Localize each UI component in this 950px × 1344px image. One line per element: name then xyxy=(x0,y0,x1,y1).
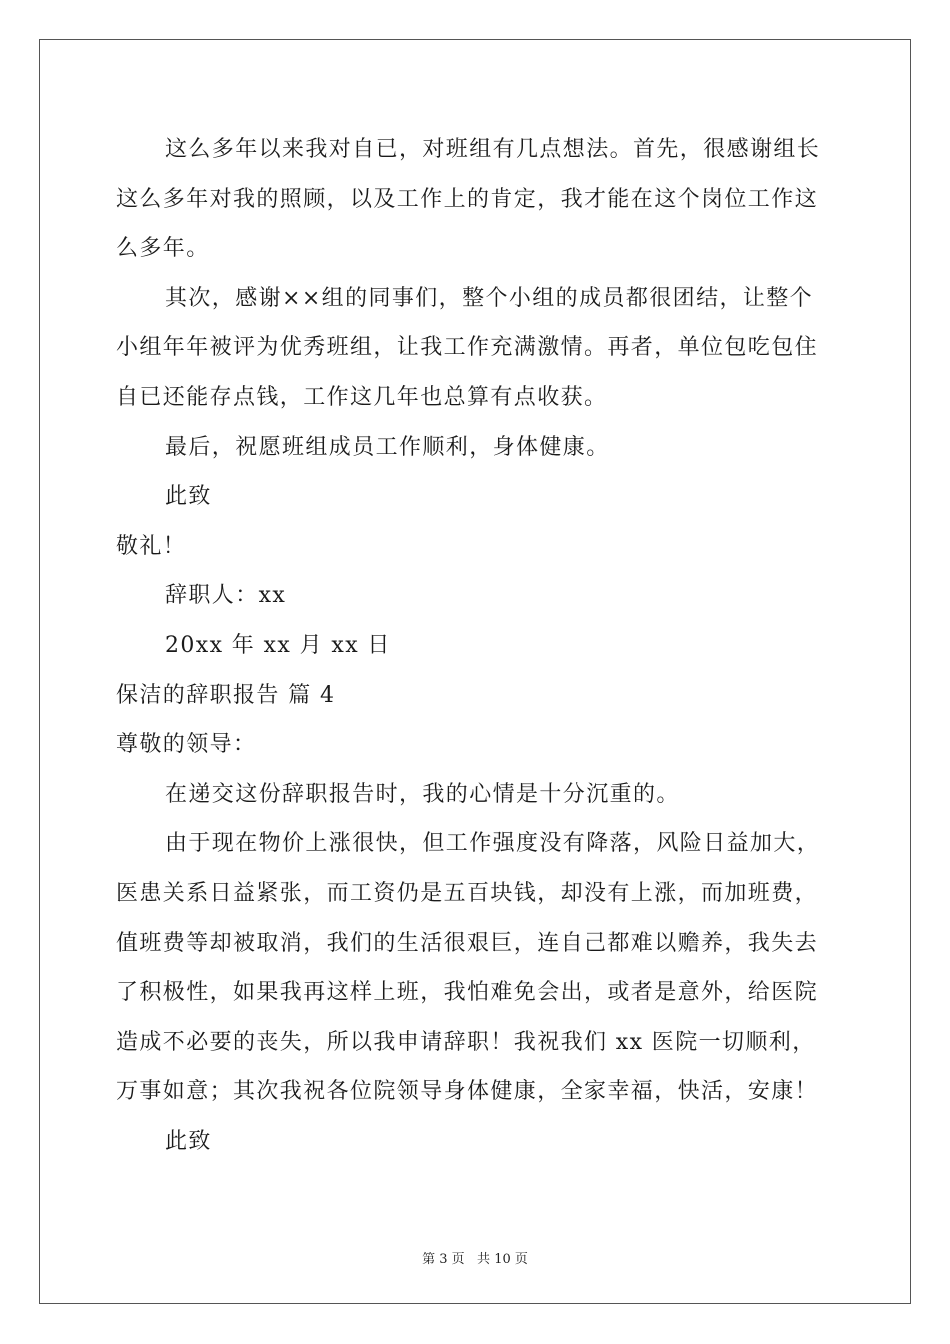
greeting-line: 尊敬的领导： xyxy=(116,732,257,758)
closing-line: 此致 xyxy=(165,484,212,510)
paragraph-line: 了积极性，如果我再这样上班，我怕难免会出，或者是意外，给医院 xyxy=(116,980,819,1006)
paragraph-line: 医患关系日益紧张，而工资仍是五百块钱，却没有上涨，而加班费， xyxy=(116,880,819,906)
paragraph-line: 么多年。 xyxy=(116,236,210,262)
paragraph-line: 这么多年对我的照顾，以及工作上的肯定，我才能在这个岗位工作这 xyxy=(116,186,819,212)
closing-line: 此致 xyxy=(165,1128,212,1154)
document-body xyxy=(116,125,836,1166)
salutation-line: 敬礼！ xyxy=(116,533,187,559)
paragraph-line: 在递交这份辞职报告时，我的心情是十分沉重的。 xyxy=(165,781,680,807)
paragraph-line: 小组年年被评为优秀班组，让我工作充满激情。再者，单位包吃包住 xyxy=(116,335,819,361)
page-number-footer: 第 3 页 共 10 页 xyxy=(422,1252,528,1267)
signature-line: 辞职人：xx xyxy=(165,583,287,609)
paragraph-line: 自已还能存点钱，工作这几年也总算有点收获。 xyxy=(116,384,608,410)
paragraph-line: 这么多年以来我对自已，对班组有几点想法。首先，很感谢组长 xyxy=(165,137,821,162)
paragraph-line: 其次，感谢××组的同事们，整个小组的成员都很团结，让整个 xyxy=(165,285,814,311)
paragraph-line: 由于现在物价上涨很快，但工作强度没有降落，风险日益加大， xyxy=(165,831,821,857)
section-title: 保洁的辞职报告 篇 4 xyxy=(116,682,336,708)
paragraph-line: 万事如意；其次我祝各位院领导身体健康，全家幸福，快活，安康！ xyxy=(116,1079,819,1105)
paragraph-line: 造成不必要的丧失，所以我申请辞职！我祝我们 xx 医院一切顺利， xyxy=(116,1029,816,1055)
paragraph-line: 最后，祝愿班组成员工作顺利，身体健康。 xyxy=(165,434,610,460)
paragraph-line: 值班费等却被取消，我们的生活很艰巨，连自己都难以赡养，我失去 xyxy=(116,930,819,956)
date-line: 20xx 年 xx 月 xx 日 xyxy=(165,632,391,658)
